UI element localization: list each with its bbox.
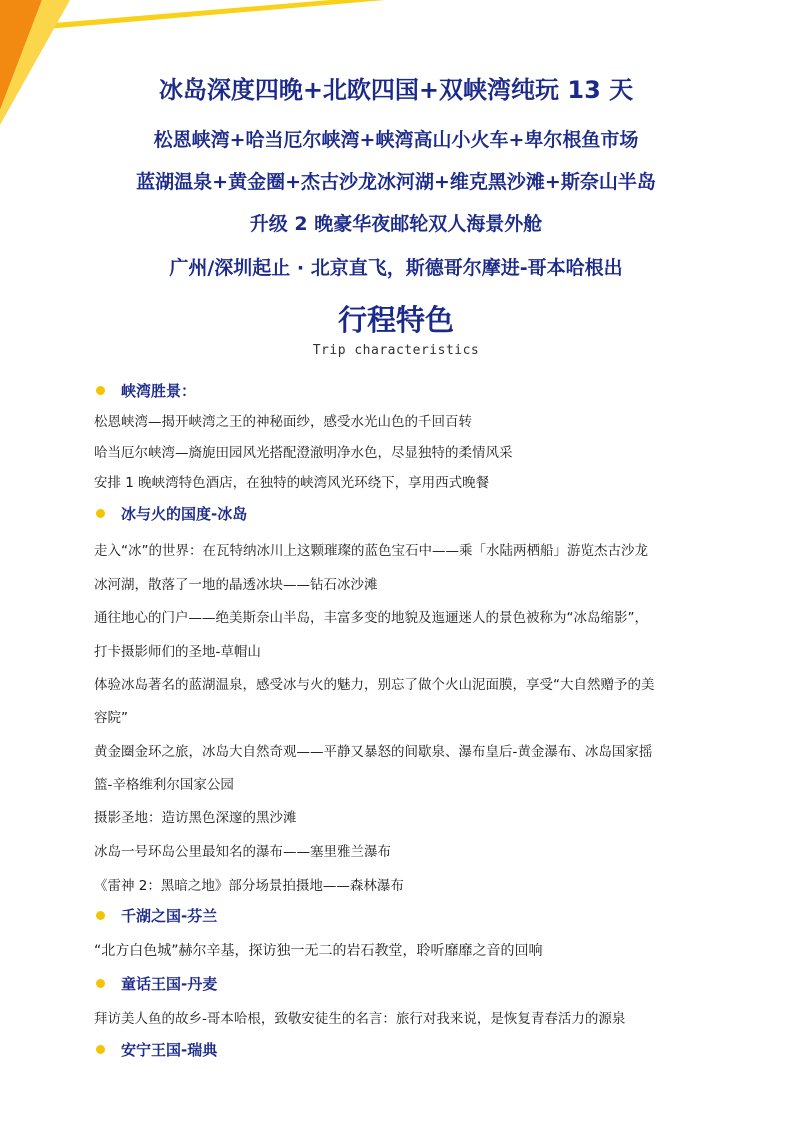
list-item: “北方白色城”赫尔辛基，探访独一无二的岩石教堂，聆听靡靡之音的回响 xyxy=(94,943,543,959)
category-fjords xyxy=(96,380,196,400)
main-title: 冰岛深度四晚+北欧四国+双峡湾纯玩 13 天 xyxy=(158,76,634,104)
category-iceland xyxy=(96,503,247,523)
list-item: 篮-辛格维利尔国家公园 xyxy=(94,777,234,793)
category-label: 千湖之国-芬兰 xyxy=(121,906,218,925)
section-title: 行程特色 xyxy=(337,303,454,337)
bullet-icon xyxy=(96,979,105,988)
list-item: 安排 1 晚峡湾特色酒店，在独特的峡湾风光环绕下，享用西式晚餐 xyxy=(94,475,490,491)
category-label: 安宁王国-瑞典 xyxy=(121,1040,218,1059)
list-item: 哈当厄尔峡湾—旖旎田园风光搭配澄澈明净水色，尽显独特的柔情风采 xyxy=(94,445,513,461)
category-denmark xyxy=(96,973,217,993)
subtitle-cruise: 升级 2 晚豪华夜邮轮双人海景外舱 xyxy=(249,213,543,235)
list-item: 容院” xyxy=(94,710,128,726)
corner-decoration xyxy=(0,0,400,130)
list-item: 通往地心的门户——绝美斯奈山半岛，丰富多变的地貌及迤逦迷人的景色被称为“冰岛缩影”， xyxy=(94,610,648,626)
list-item: 黄金圈金环之旅，冰岛大自然奇观——平静又暴怒的间歇泉、瀑布皇后-黄金瀑布、冰岛国家摇 xyxy=(94,744,653,760)
list-item: 体验冰岛著名的蓝湖温泉，感受冰与火的魅力，别忘了做个火山泥面膜，享受“大自然赠予的美 xyxy=(94,677,655,693)
list-item: 摄影圣地：造访黑色深邃的黑沙滩 xyxy=(94,810,297,826)
category-label: 峡湾胜景： xyxy=(121,381,197,400)
subtitle-route: 广州/深圳起止 · 北京直飞，斯德哥尔摩进-哥本哈根出 xyxy=(169,257,623,279)
category-label: 冰与火的国度-冰岛 xyxy=(121,504,248,523)
list-item: 走入“冰”的世界：在瓦特纳冰川上这颗璀璨的蓝色宝石中——乘「水陆两栖船」游览杰古沙龙 xyxy=(94,543,648,559)
list-item: 拜访美人鱼的故乡-哥本哈根，致敬安徒生的名言：旅行对我来说，是恢复青春活力的源泉 xyxy=(94,1011,626,1027)
bullet-icon xyxy=(96,386,105,395)
category-label: 童话王国-丹麦 xyxy=(121,974,218,993)
bullet-icon xyxy=(96,509,105,518)
subtitle-fjords: 松恩峡湾+哈当厄尔峡湾+峡湾高山小火车+卑尔根鱼市场 xyxy=(153,129,639,151)
list-item: 打卡摄影师们的圣地-草帽山 xyxy=(94,644,261,660)
bullet-icon xyxy=(96,1045,105,1054)
list-item: 冰岛一号环岛公里最知名的瀑布——塞里雅兰瀑布 xyxy=(94,844,391,860)
category-finland xyxy=(96,905,217,925)
list-item: 松恩峡湾—揭开峡湾之王的神秘面纱，感受水光山色的千回百转 xyxy=(94,414,472,430)
subtitle-iceland: 蓝湖温泉+黄金圈+杰古沙龙冰河湖+维克黑沙滩+斯奈山半岛 xyxy=(136,171,656,193)
category-sweden xyxy=(96,1039,217,1059)
list-item: 冰河湖，散落了一地的晶透冰块——钻石冰沙滩 xyxy=(94,577,378,593)
bullet-icon xyxy=(96,911,105,920)
list-item: 《雷神 2：黑暗之地》部分场景拍摄地——森林瀑布 xyxy=(94,878,404,894)
section-subtitle: Trip characteristics xyxy=(312,343,480,358)
